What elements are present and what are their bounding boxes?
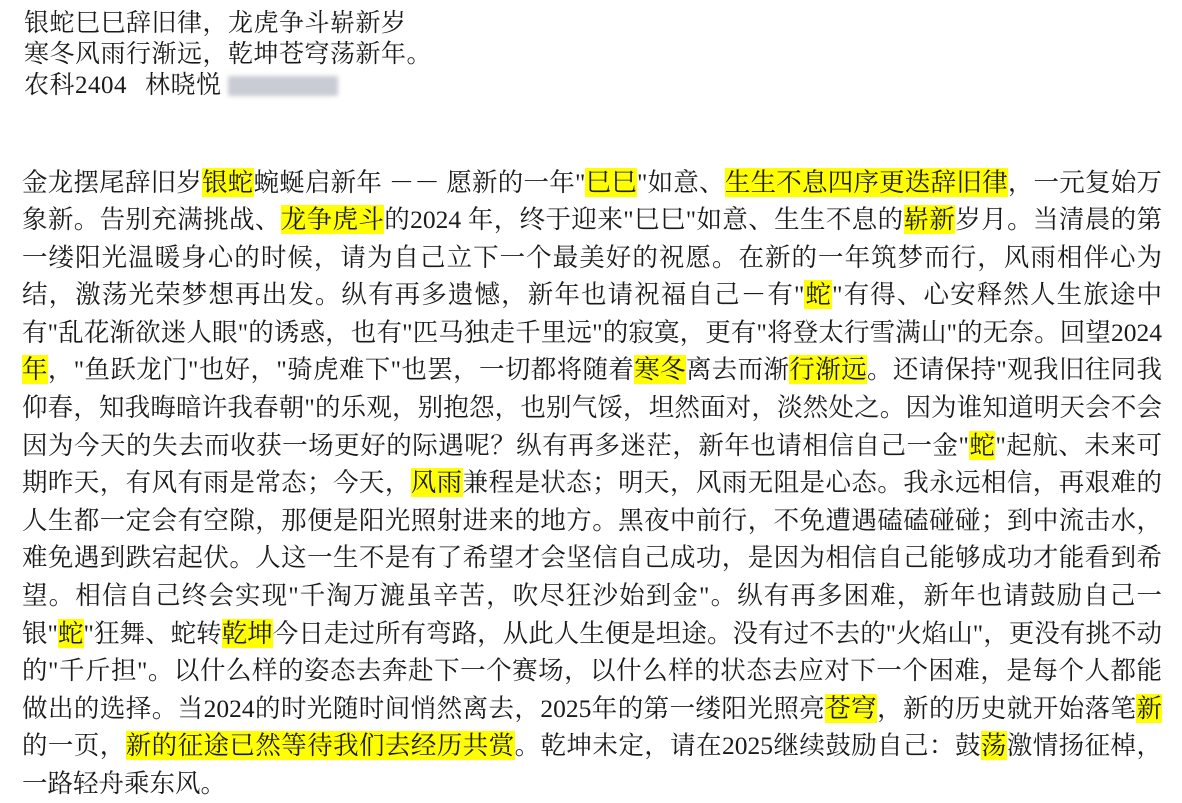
body-text: 。乾坤未定，请在2025继续鼓励自己：鼓 (514, 731, 981, 761)
body-text: "狂舞、蛇转 (83, 618, 222, 648)
body-text: 的2024 年，终于迎来"巳巳"如意、生生不息的 (384, 205, 904, 235)
header-line-1: 银蛇巳巳辞旧律，龙虎争斗崭新岁 (24, 10, 407, 37)
body-text: "如意、 (637, 167, 725, 197)
body-text: 岁月。当清晨的第一缕阳光温暖身心的时候，请为自己立下一个最美好的祝愿。在新的一年筑梦而行，风雨相伴心为结，激荡光荣梦想再出发。纵有再多遗憾，新年也请祝福自己－有" (22, 205, 1162, 310)
highlighted-text: 崭新 (903, 205, 956, 235)
highlighted-text: 蛇 (57, 618, 84, 648)
header-body-gap (0, 102, 1182, 114)
highlighted-text: 银蛇 (202, 167, 254, 197)
highlighted-text: 年 (22, 355, 48, 385)
byline-class: 农科2404 (24, 72, 128, 99)
highlighted-text: 荡 (980, 731, 1007, 761)
highlighted-text: 行渐远 (789, 355, 867, 385)
highlighted-text: 蛇 (968, 430, 996, 460)
body-text: ，新的历史就开始落笔 (877, 693, 1137, 723)
body-text: 蜿蜒启新年 －－ 愿新的一年" (253, 167, 586, 197)
header-block (0, 0, 1182, 102)
highlighted-text: 辞旧律 (930, 167, 1008, 197)
highlighted-text: 寒冬 (634, 355, 686, 385)
highlighted-text: 蛇 (804, 280, 833, 310)
body-text: 离去而渐 (685, 355, 790, 385)
body-text: ，一元复始万象新。告别充满挑战、 (22, 167, 1162, 235)
redacted-block (228, 76, 338, 96)
highlighted-text: 新 (1136, 693, 1162, 723)
body-block (0, 114, 1182, 803)
highlighted-text: 新的征途已然等待我们去经历共赏 (125, 731, 515, 761)
highlighted-text: 生生不息四序更迭 (724, 167, 931, 197)
body-text: "起航、未来可期昨天，有风有雨是常态；今天， (22, 430, 1162, 498)
highlighted-text: 龙争虎斗 (280, 205, 385, 235)
highlighted-text: 苍穹 (825, 693, 878, 723)
body-text: 。还请保持"观我旧往同我仰春，知我晦暗许我春朝"的乐观，别抱怨，也别气馁，坦然面对，淡然处之。因为谁知道明天会不会因为今天的失去而收获一场更好的际遇呢？纵有再多迷茫，新年也请相信自己一金" (22, 355, 1162, 460)
body-paragraph (22, 164, 1162, 803)
body-text: 兼程是状态；明天，风雨无阻是心态。我永远相信，再艰难的人生都一定会有空隙，那便是阳光照射进来的地方。黑夜中前行，不免遭遇磕磕碰碰；到中流击水，难免遇到跌宕起伏。人这一生不是有了希望才会坚信自己成功，是因为相信自己能够成功才能看到希望。相信自己终会实现"千淘万漉虽辛苦，吹尽狂沙始到金"。纵有再多困难，新年也请鼓励自己一银" (22, 468, 1162, 648)
highlighted-text: 乾坤 (221, 618, 273, 648)
highlighted-text: 巳巳 (585, 167, 638, 197)
body-text: 激情扬征棹，一路轻舟乘东风。 (22, 731, 1162, 798)
body-text: 的一页， (22, 731, 126, 761)
header-line-2: 寒冬风雨行渐远，乾坤苍穹荡新年。 (24, 41, 433, 68)
body-text: 金龙摆尾辞旧岁 (22, 167, 203, 197)
body-text: ，"鱼跃龙门"也好，"骑虎难下"也罢，一切都将随着 (47, 355, 635, 385)
byline-name: 林晓悦 (145, 72, 222, 99)
byline (24, 70, 1158, 102)
body-text: 今日走过所有弯路，从此人生便是坦途。没有过不去的"火焰山"，更没有挑不动的"千斤担"。以什么样的姿态去奔赴下一个赛场，以什么样的状态去应对下一个困难，是每个人都能做出的选择。当2024的时光随时间悄然离去，2025年的第一缕阳光照亮 (22, 618, 1162, 723)
highlighted-text: 风雨 (410, 468, 463, 498)
body-text: "有得、心安释然人生旅途中有"乱花渐欲迷人眼"的诱惑，也有"匹马独走千里远"的寂寞，更有"将登太行雪满山"的无奈。回望2024 (22, 280, 1162, 347)
